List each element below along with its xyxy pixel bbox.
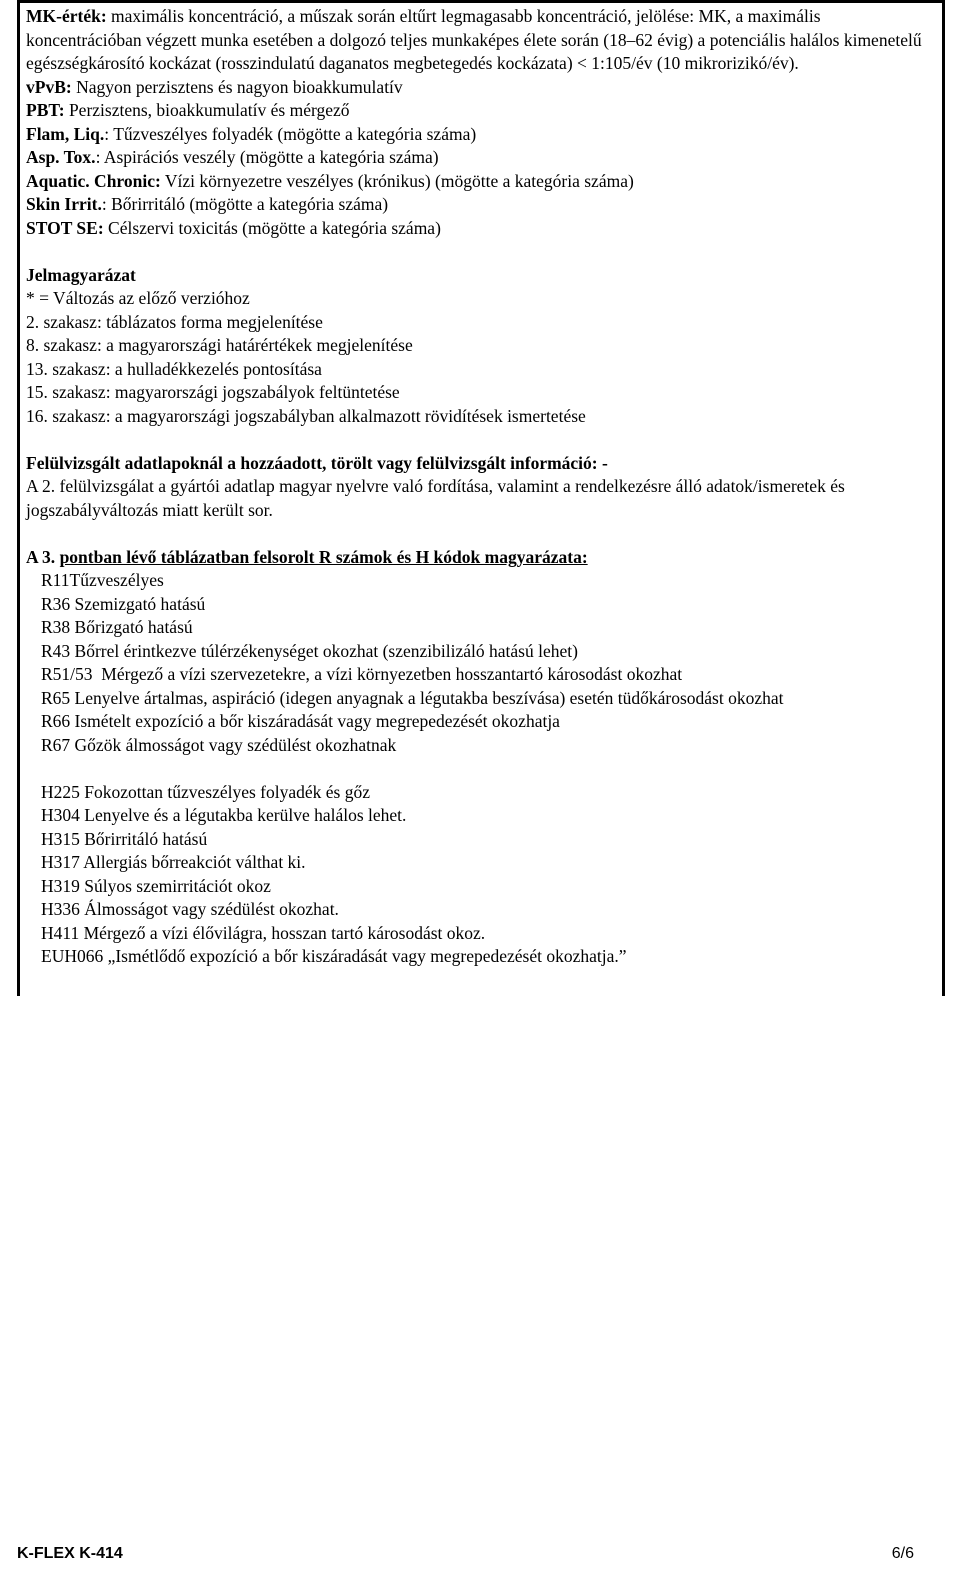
abbr-text: : Bőrirritáló (mögötte a kategória száma) bbox=[101, 194, 389, 214]
abbr-text: Vízi környezetre veszélyes (krónikus) (mögötte a kategória száma) bbox=[160, 170, 634, 191]
abbr-text: : Tűzveszélyes folyadék (mögötte a kategória száma) bbox=[104, 123, 477, 144]
abbr-term: Skin Irrit. bbox=[26, 194, 102, 214]
skin-definition bbox=[26, 193, 936, 217]
spacer bbox=[26, 757, 936, 781]
flam-definition bbox=[26, 123, 936, 147]
legend-item: 16. szakasz: a magyarországi jogszabályban alkalmazott rövidítések ismertetése bbox=[26, 405, 586, 426]
r-phrase: R67 Gőzök álmosságot vagy szédülést okozhatnak bbox=[41, 734, 397, 755]
abbr-term: Asp. Tox. bbox=[26, 147, 96, 167]
codes-heading-text: pontban lévő táblázatban felsorolt R számok és H kódok magyarázata: bbox=[59, 546, 588, 567]
pbt-definition bbox=[26, 99, 936, 123]
h-phrase: EUH066 „Ismétlődő expozíció a bőr kiszáradását vagy megrepedezését okozhatja.” bbox=[41, 946, 627, 966]
abbr-term: Aquatic. Chronic: bbox=[26, 170, 161, 191]
spacer bbox=[26, 240, 936, 264]
h-phrase: H411 Mérgező a vízi élővilágra, hosszan tartó károsodást okoz. bbox=[41, 922, 486, 943]
r-phrase: R43 Bőrrel érintkezve túlérzékenységet okozhat (szenzibilizáló hatású lehet) bbox=[41, 640, 578, 661]
legend-item: 2. szakasz: táblázatos forma megjelenítése bbox=[26, 311, 323, 332]
abbr-text: : Aspirációs veszély (mögötte a kategória száma) bbox=[95, 147, 439, 167]
legend-item: 8. szakasz: a magyarországi határértékek megjelenítése bbox=[26, 335, 413, 355]
abbr-text: Célszervi toxicitás (mögötte a kategória száma) bbox=[103, 217, 441, 238]
abbr-term: Flam, Liq. bbox=[26, 123, 105, 144]
h-phrase: H317 Allergiás bőrreakciót válthat ki. bbox=[41, 852, 306, 872]
r-phrase: R65 Lenyelve ártalmas, aspiráció (idegen anyagnak a légutakba beszívása) esetén tüdőkárosodást okozhat bbox=[41, 687, 784, 708]
r-phrase: R11Tűzveszélyes bbox=[41, 570, 164, 590]
h-phrase: H319 Súlyos szemirritációt okoz bbox=[41, 875, 271, 896]
r-phrase: R38 Bőrizgató hatású bbox=[41, 617, 193, 637]
abbr-text: Perzisztens, bioakkumulatív és mérgező bbox=[64, 100, 350, 120]
legend-item: * = Változás az előző verzióhoz bbox=[26, 288, 250, 308]
codes-heading-prefix: A 3. bbox=[26, 546, 60, 567]
aquatic-definition bbox=[26, 170, 936, 194]
legend-item: 13. szakasz: a hulladékkezelés pontosítása bbox=[26, 358, 322, 379]
revision-text: A 2. felülvizsgálat a gyártói adatlap magyar nyelvre való fordítása, valamint a rendelkezésre álló adatok/ismeretek és jogszabályváltozás miatt került sor. bbox=[26, 476, 845, 520]
abbr-text: maximális koncentráció, a műszak során eltűrt legmagasabb koncentráció, jelölése: MK, a maximális koncentrációban végzett munka esetében a dolgozó teljes munkaképes élete során (18–62 évig) a potenciális halálos kimenetelű egészségkárosító kockázat (rosszindulatú daganatos megbetegedés kockázata) < 1:105/év (10 mikrorizikó/év). bbox=[26, 6, 922, 73]
abbr-text: Nagyon perzisztens és nagyon bioakkumulatív bbox=[71, 76, 403, 97]
h-phrase: H336 Álmosságot vagy szédülést okozhat. bbox=[41, 899, 339, 919]
revision-heading: Felülvizsgált adatlapoknál a hozzáadott, törölt vagy felülvizsgált információ: - bbox=[26, 452, 608, 473]
document-body bbox=[26, 5, 936, 969]
r-phrase: R51/53 Mérgező a vízi szervezetekre, a vízi környezetben hosszantartó károsodást okozhat bbox=[41, 664, 683, 684]
r-phrase: R36 Szemizgató hatású bbox=[41, 593, 206, 614]
abbr-term: STOT SE: bbox=[26, 217, 104, 238]
abbr-term: MK-érték: bbox=[26, 6, 107, 26]
legend-item: 15. szakasz: magyarországi jogszabályok feltüntetése bbox=[26, 382, 400, 402]
abbr-term: vPvB: bbox=[26, 76, 72, 97]
h-phrase: H304 Lenyelve és a légutakba kerülve halálos lehet. bbox=[41, 805, 407, 825]
spacer bbox=[26, 428, 936, 452]
abbr-term: PBT: bbox=[26, 100, 65, 120]
spacer bbox=[26, 522, 936, 546]
mk-definition bbox=[26, 5, 936, 76]
codes-heading bbox=[26, 546, 936, 570]
footer-product: K-FLEX K-414 bbox=[17, 1545, 123, 1562]
stot-definition bbox=[26, 217, 936, 241]
r-phrase: R66 Ismételt expozíció a bőr kiszáradását vagy megrepedezését okozhatja bbox=[41, 711, 560, 731]
h-phrase: H225 Fokozottan tűzveszélyes folyadék és gőz bbox=[41, 781, 371, 802]
asp-definition bbox=[26, 146, 936, 170]
h-phrase: H315 Bőrirritáló hatású bbox=[41, 828, 208, 849]
legend-heading: Jelmagyarázat bbox=[26, 264, 136, 285]
vpvb-definition bbox=[26, 76, 936, 100]
footer-page-number: 6/6 bbox=[891, 1545, 914, 1562]
